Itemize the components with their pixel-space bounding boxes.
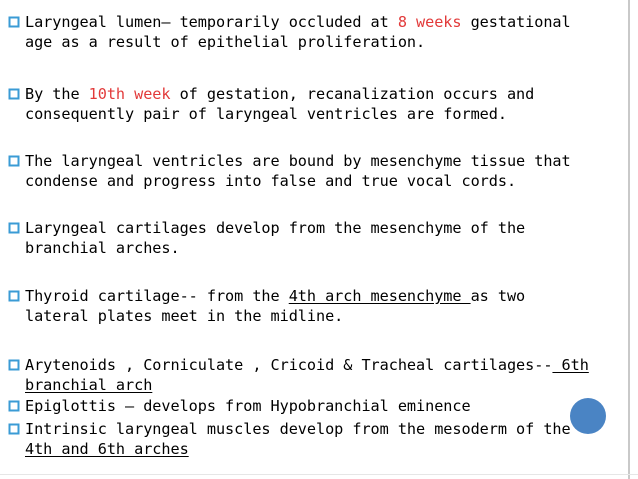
highlight-8-weeks: 8 weeks bbox=[397, 13, 462, 31]
bullet-5-line-2: lateral plates meet in the midline. bbox=[25, 307, 344, 325]
bullet-item-8 bbox=[8, 419, 623, 459]
bullet-item-5 bbox=[8, 286, 623, 326]
bullet-item-4 bbox=[8, 218, 623, 258]
hollow-square-bullet-icon bbox=[8, 88, 20, 100]
bullet-item-6 bbox=[8, 355, 623, 395]
bullet-3-line-1: The laryngeal ventricles are bound by mesenchyme tissue that bbox=[25, 152, 571, 170]
bullet-7-line-1: Epiglottis — develops from Hypobranchial eminence bbox=[25, 397, 471, 415]
bullet-2-line-1: By the 10th week of gestation, recanalization occurs and bbox=[25, 85, 535, 103]
bullet-5-line-1: Thyroid cartilage-- from the 4th arch mesenchyme as two bbox=[25, 287, 526, 305]
hollow-square-bullet-icon bbox=[8, 290, 20, 302]
hollow-square-bullet-icon bbox=[8, 400, 20, 412]
hollow-square-bullet-icon bbox=[8, 359, 20, 371]
bullet-8-line-1: Intrinsic laryngeal muscles develop from the mesoderm of the bbox=[25, 420, 571, 438]
bullet-4-line-2: branchial arches. bbox=[25, 239, 180, 257]
bullet-6-line-2: branchial arch bbox=[25, 376, 153, 394]
underlined-4th-arch: 4th arch mesenchyme bbox=[288, 287, 471, 305]
highlight-10th-week: 10th week bbox=[88, 85, 171, 103]
slide-right-border bbox=[628, 0, 630, 479]
bullet-item-1 bbox=[8, 12, 623, 52]
hollow-square-bullet-icon bbox=[8, 423, 20, 435]
underlined-6th: 6th bbox=[552, 356, 589, 374]
bullet-4-line-1: Laryngeal cartilages develop from the mesenchyme of the bbox=[25, 219, 526, 237]
bullet-1-line-1: Laryngeal lumen— temporarily occluded at 8 weeks gestational bbox=[25, 13, 571, 31]
bullet-6-line-1: Arytenoids , Corniculate , Cricoid & Tracheal cartilages-- 6th bbox=[25, 356, 589, 374]
bullet-1-line-2: age as a result of epithelial proliferation. bbox=[25, 33, 426, 51]
bullet-3-line-2: condense and progress into false and true vocal cords. bbox=[25, 172, 517, 190]
bullet-item-2 bbox=[8, 84, 623, 124]
bullet-item-7 bbox=[8, 396, 623, 416]
bullet-2-line-2: consequently pair of laryngeal ventricles are formed. bbox=[25, 105, 507, 123]
hollow-square-bullet-icon bbox=[8, 155, 20, 167]
slide-bottom-border bbox=[0, 474, 638, 475]
bullet-8-line-2: 4th and 6th arches bbox=[25, 440, 189, 458]
bullet-item-3 bbox=[8, 151, 623, 191]
hollow-square-bullet-icon bbox=[8, 222, 20, 234]
hollow-square-bullet-icon bbox=[8, 16, 20, 28]
